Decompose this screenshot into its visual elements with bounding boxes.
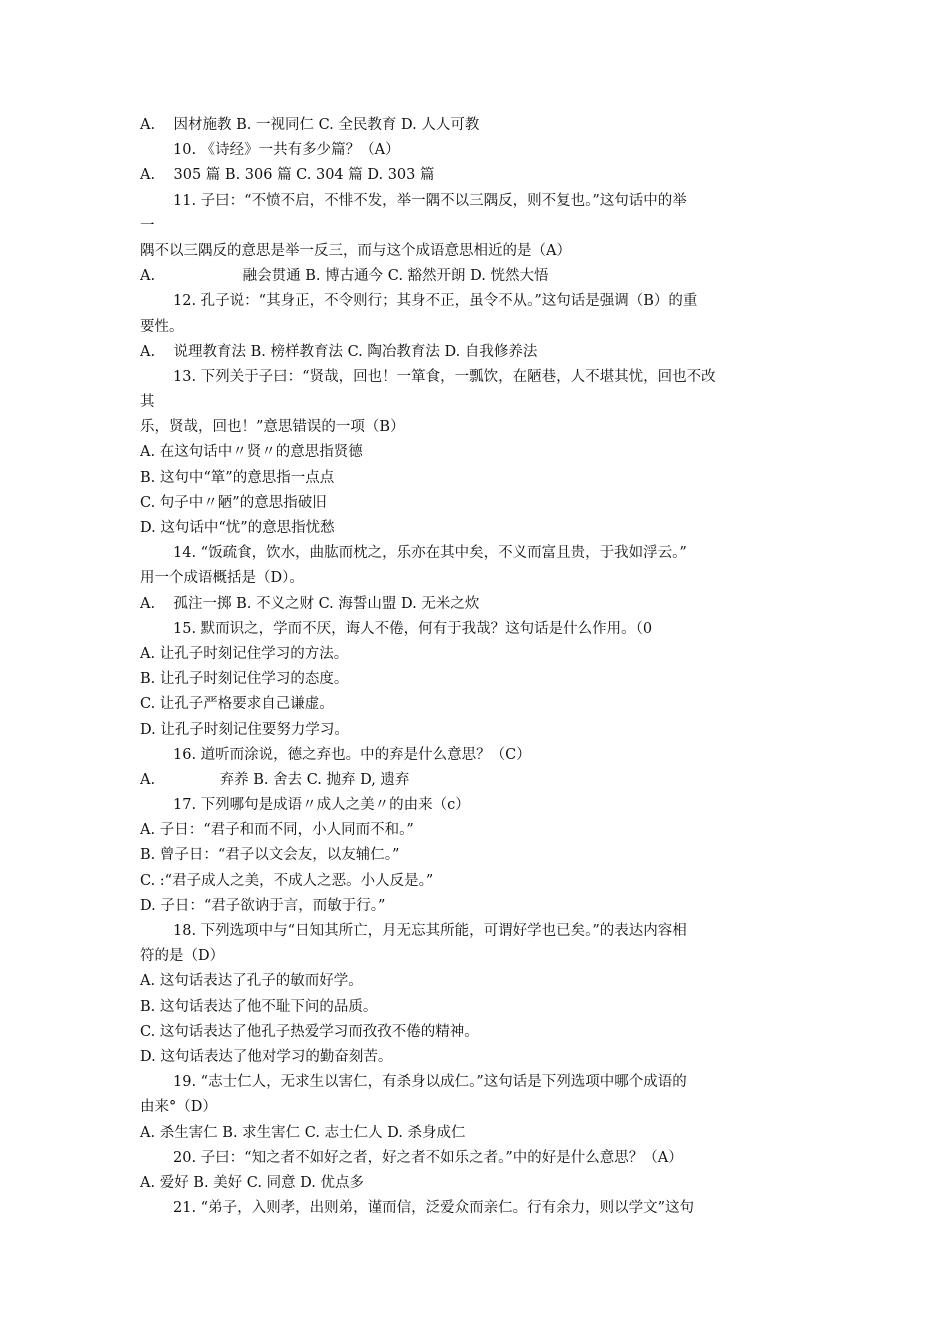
question-line: 10. 《诗经》一共有多少篇？（A） bbox=[173, 142, 400, 159]
text-line: 一 bbox=[140, 217, 155, 234]
text-line: 要性。 bbox=[140, 318, 184, 335]
text-line: A. 在这句话中〃贤〃的意思指贤德 bbox=[140, 444, 363, 461]
text-line: D. 让孔子时刻记住要努力学习。 bbox=[140, 721, 349, 738]
question-line: 16. 道听而涂说，德之弃也。中的弃是什么意思？（C） bbox=[173, 746, 531, 763]
text-line: 用一个成语概括是（D）。 bbox=[140, 570, 304, 587]
text-line: B. 让孔子时刻记住学习的态度。 bbox=[140, 671, 349, 688]
document-page bbox=[140, 113, 820, 1221]
text-line: A. 因材施教 B. 一视同仁 C. 全民教育 D. 人人可教 bbox=[140, 117, 480, 133]
text-line: 符的是（D） bbox=[140, 948, 225, 965]
question-line: 21. “弟子，入则孝，出则弟，谨而信，泛爱众而亲仁。行有余力，则以学文”这句 bbox=[173, 1200, 694, 1217]
text-line: A. 说理教育法 B. 榜样教育法 C. 陶冶教育法 D. 自我修养法 bbox=[140, 343, 538, 360]
text-line: B. 这句话表达了他不耻下问的品质。 bbox=[140, 998, 378, 1015]
text-line: C. 句子中〃陋”的意思指破旧 bbox=[140, 494, 327, 511]
question-line: 15. 默而识之，学而不厌，诲人不倦，何有于我哉？这句话是什么作用。（0 bbox=[173, 620, 653, 637]
question-line: 12. 孔子说：“其身正，不令则行；其身不正，虽令不从。”这句话是强调（B）的重 bbox=[173, 293, 698, 310]
text-line: B. 这句中“箪”的意思指一点点 bbox=[140, 469, 335, 486]
text-line: C. 让孔子严格要求自己谦虚。 bbox=[140, 696, 334, 713]
text-line: 由来°（D） bbox=[140, 1099, 217, 1116]
text-line: D. 子日：“君子欲讷于言，而敏于行。” bbox=[140, 897, 386, 914]
text-line: A. 让孔子时刻记住学习的方法。 bbox=[140, 645, 349, 662]
text-line: D. 这句话表达了他对学习的勤奋刻苦。 bbox=[140, 1048, 393, 1065]
text-line: D. 这句话中“忧”的意思指忧愁 bbox=[140, 520, 335, 536]
text-line: B. 曾子日：“君子以文会友，以友辅仁。” bbox=[140, 847, 400, 864]
text-line: 隅不以三隅反的意思是举一反三，而与这个成语意思相近的是（A） bbox=[140, 242, 571, 259]
text-line: A. 孤注一掷 B. 不义之财 C. 海誓山盟 D. 无米之炊 bbox=[140, 595, 480, 612]
text-line: A. 305 篇 B. 306 篇 C. 304 篇 D. 303 篇 bbox=[140, 167, 435, 184]
text-line: 乐，贤哉，回也！”意思错误的一项（B） bbox=[140, 419, 405, 436]
text-line: A. 弃养 B. 舍去 C. 抛弃 D, 遗弃 bbox=[140, 771, 410, 788]
text-line: A. 这句话表达了孔子的敏而好学。 bbox=[140, 973, 363, 990]
question-line: 20. 子曰：“知之者不如好之者，好之者不如乐之者。”中的好是什么意思？（A） bbox=[173, 1149, 683, 1166]
text-line: C. :“君子成人之美，不成人之恶。小人反是。” bbox=[140, 872, 434, 889]
question-line: 19. “志士仁人，无求生以害仁，有杀身以成仁。”这句话是下列选项中哪个成语的 bbox=[173, 1074, 687, 1091]
text-line: 其 bbox=[140, 394, 155, 411]
text-line: A. 杀生害仁 B. 求生害仁 C. 志士仁人 D. 杀身成仁 bbox=[140, 1124, 466, 1141]
text-line: A. 子日：“君子和而不同，小人同而不和。” bbox=[140, 822, 414, 839]
text-line: C. 这句话表达了他孔子热爱学习而孜孜不倦的精神。 bbox=[140, 1023, 479, 1040]
question-line: 14. “饭疏食，饮水，曲肱而枕之，乐亦在其中矣，不义而富且贵，于我如浮云。” bbox=[173, 545, 687, 562]
text-line: A. 融会贯通 B. 博古通今 C. 豁然开朗 D. 恍然大悟 bbox=[140, 268, 549, 285]
question-line: 17. 下列哪句是成语〃成人之美〃的由来（c） bbox=[173, 797, 470, 814]
question-line: 13. 下列关于子曰：“贤哉，回也！一箪食，一瓢饮，在陋巷，人不堪其忧，回也不改 bbox=[173, 368, 716, 385]
text-line: A. 爱好 B. 美好 C. 同意 D. 优点多 bbox=[140, 1174, 365, 1191]
question-line: 11. 子曰：“不愤不启，不悱不发，举一隅不以三隅反，则不复也。”这句话中的举 bbox=[173, 192, 687, 209]
question-line: 18. 下列选项中与“日知其所亡，月无忘其所能，可谓好学也已矣。”的表达内容相 bbox=[173, 923, 687, 939]
